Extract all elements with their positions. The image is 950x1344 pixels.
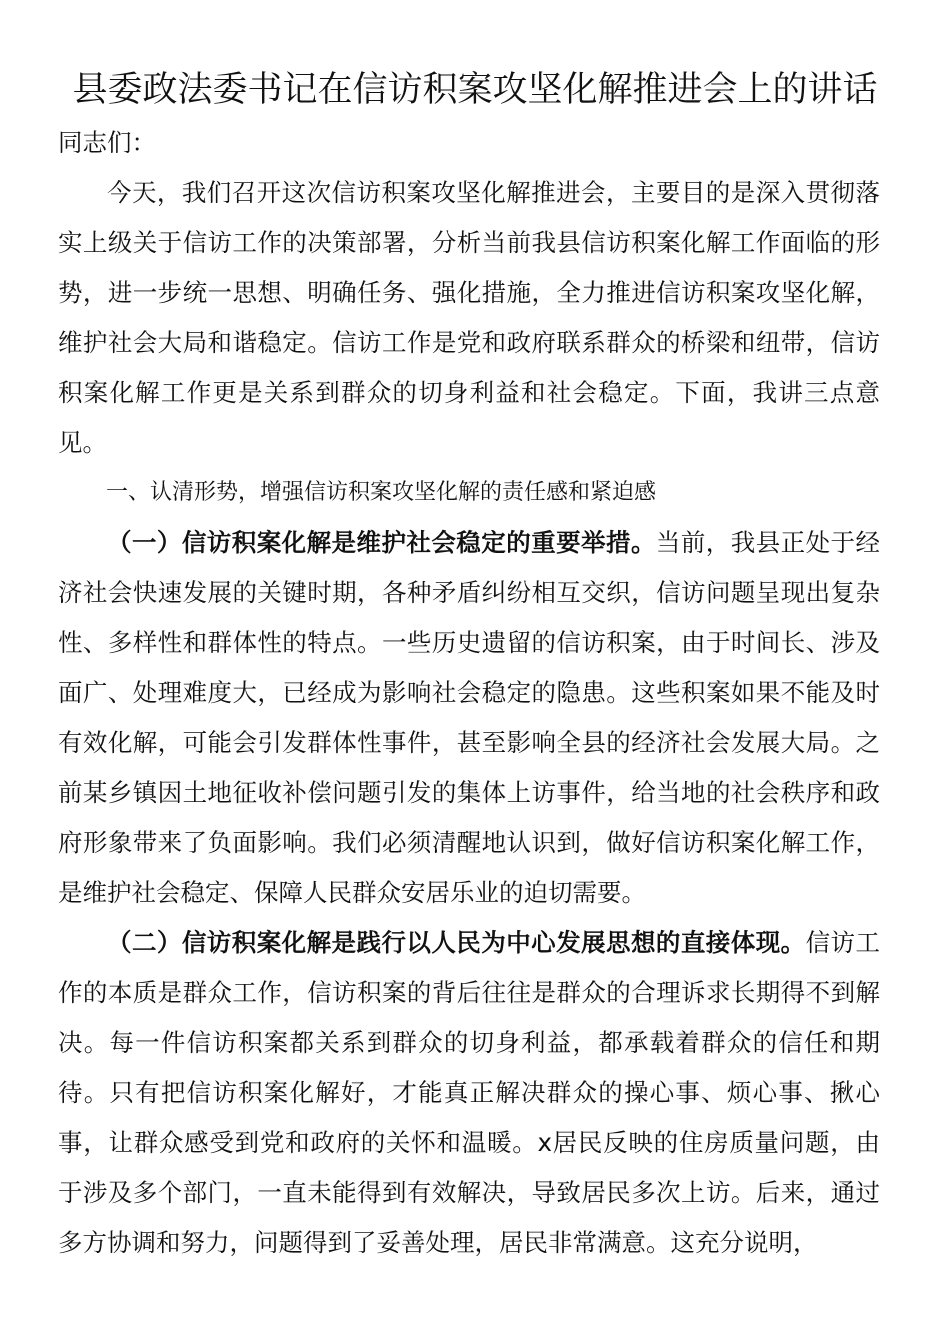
document-title: 县委政法委书记在信访积案攻坚化解推进会上的讲话 (72, 70, 878, 110)
section-heading-1: 一、认清形势，增强信访积案攻坚化解的责任感和紧迫感 (106, 480, 657, 505)
intro-paragraph: 今天，我们召开这次信访积案攻坚化解推进会，主要目的是深入贯彻落实上级关于信访工作的决策部署，分析当前我县信访积案化解工作面临的形势，进一步统一思想、明确任务、强化措施，全力推进信访积案攻坚化解，维护社会大局和谐稳定。信访工作是党和政府联系群众的桥梁和纽带，信访积案化解工作更是关系到群众的切身利益和社会稳定。下面，我讲三点意见。 (58, 178, 880, 457)
subsection-heading-2: （二）信访积案化解是践行以人民为中心发展思想的直接体现。 (107, 928, 806, 957)
document-body (58, 118, 880, 1268)
subsection-text-1: 当前，我县正处于经济社会快速发展的关键时期，各种矛盾纠纷相互交织，信访问题呈现出复杂性、多样性和群体性的特点。一些历史遗留的信访积案，由于时间长、涉及面广、处理难度大，已经成为影响社会稳定的隐患。这些积案如果不能及时有效化解，可能会引发群体性事件，甚至影响全县的经济社会发展大局。之前某乡镇因土地征收补偿问题引发的集体上访事件，给当地的社会秩序和政府形象带来了负面影响。我们必须清醒地认识到，做好信访积案化解工作，是维护社会稳定、保障人民群众安居乐业的迫切需要。 (58, 528, 881, 907)
subsection-heading-1: （一）信访积案化解是维护社会稳定的重要举措。 (107, 528, 656, 557)
salutation: 同志们： (58, 128, 156, 157)
subsection-text-2: 信访工作的本质是群众工作，信访积案的背后往往是群众的合理诉求长期得不到解决。每一件信访积案都关系到群众的切身利益，都承载着群众的信任和期待。只有把信访积案化解好，才能真正解决群众的操心事、烦心事、揪心事，让群众感受到党和政府的关怀和温暖。x居民反映的住房质量问题，由于涉及多个部门，一直未能得到有效解决，导致居民多次上访。后来，通过多方协调和努力，问题得到了妥善处理，居民非常满意。这充分说明， (58, 928, 881, 1257)
subsection-paragraph-2 (58, 918, 880, 1268)
subsection-paragraph-1 (58, 518, 880, 918)
